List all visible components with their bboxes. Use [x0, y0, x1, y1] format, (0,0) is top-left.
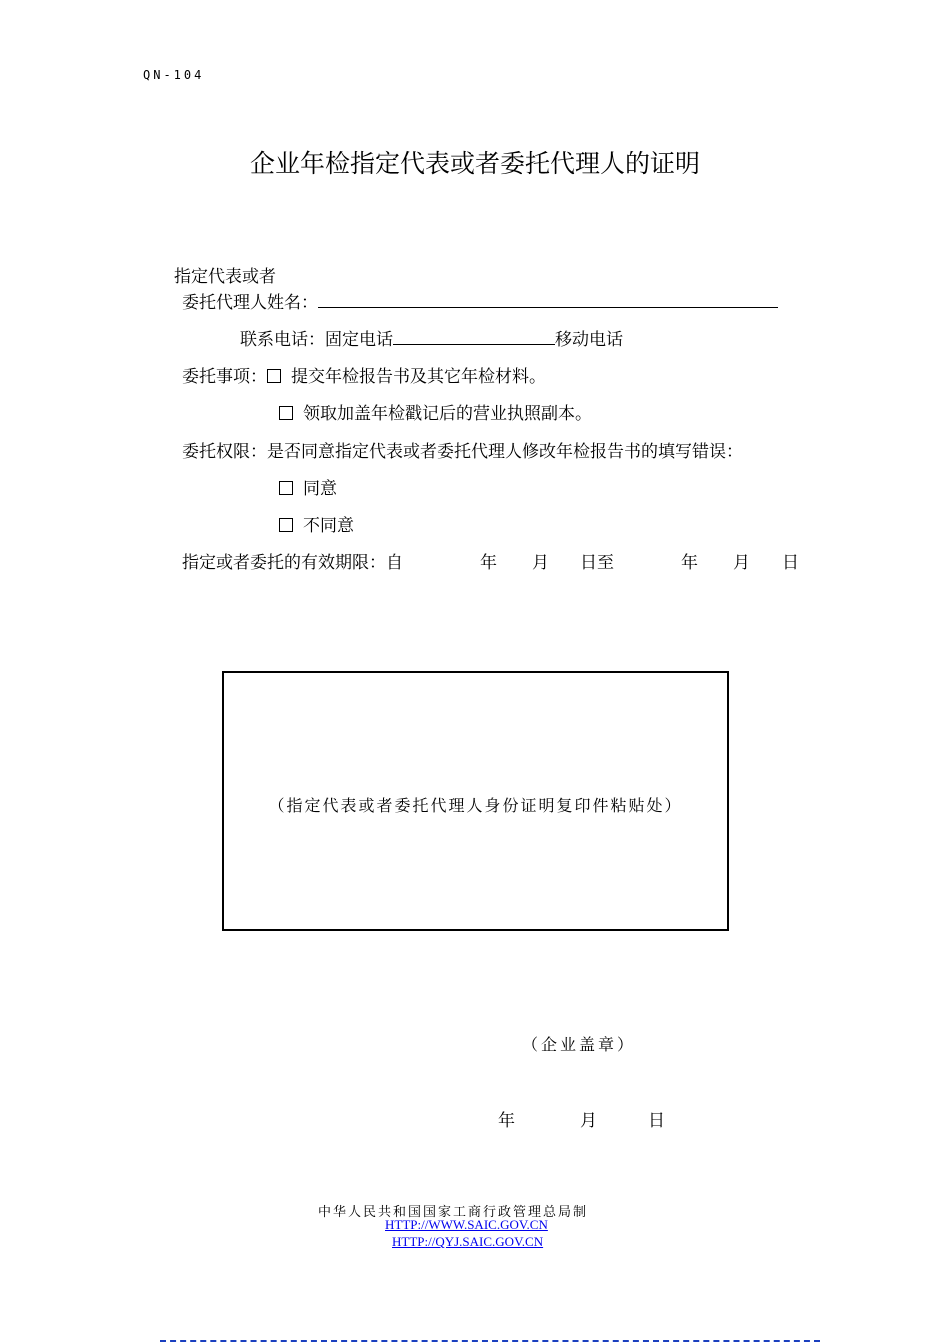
footer-issuer: 中华人民共和国国家工商行政管理总局制 [318, 1205, 589, 1220]
matters-option2-label: 领取加盖年检戳记后的营业执照副本。 [303, 404, 592, 424]
agree-checkbox[interactable] [279, 481, 293, 495]
agree-label: 同意 [303, 479, 337, 499]
sign-date-month: 月 [580, 1111, 597, 1131]
validity-day2: 日 [782, 553, 799, 573]
footer-link-qyj[interactable]: HTTP://QYJ.SAIC.GOV.CN [392, 1234, 544, 1249]
validity-month2: 月 [733, 553, 750, 573]
matters-option1-checkbox[interactable] [267, 369, 281, 383]
validity-label: 指定或者委托的有效期限：自 [182, 553, 403, 573]
landline-field[interactable] [393, 326, 555, 345]
matters-option2-row [279, 399, 592, 424]
representative-label-line2: 委托代理人姓名： [182, 293, 318, 313]
matters-option1-label: 提交年检报告书及其它年检材料。 [291, 367, 546, 387]
disagree-checkbox[interactable] [279, 518, 293, 532]
validity-month: 月 [532, 553, 549, 573]
validity-year2: 年 [681, 553, 698, 573]
matters-row [182, 362, 546, 387]
sign-date-day: 日 [648, 1111, 665, 1131]
validity-day-to: 日至 [580, 553, 614, 573]
id-copy-instruction: （指定代表或者委托代理人身份证明复印件粘贴处） [268, 796, 683, 815]
authority-agree-row [279, 474, 337, 499]
mobile-label: 移动电话 [555, 330, 623, 350]
contact-label: 联系电话：固定电话 [240, 330, 393, 350]
footer-link-saic[interactable]: HTTP://WWW.SAIC.GOV.CN [385, 1217, 548, 1232]
authority-label: 委托权限：是否同意指定代表或者委托代理人修改年检报告书的填写错误： [182, 442, 743, 462]
page-title: 企业年检指定代表或者委托代理人的证明 [249, 149, 700, 178]
authority-disagree-row [279, 511, 354, 536]
matters-label: 委托事项： [182, 367, 267, 387]
page-break-divider [160, 1340, 820, 1342]
company-seal-label: （企业盖章） [522, 1035, 637, 1054]
representative-name-row [182, 288, 778, 313]
sign-date-year: 年 [498, 1111, 515, 1131]
id-copy-paste-box [222, 671, 729, 931]
matters-option2-checkbox[interactable] [279, 406, 293, 420]
form-code: QN-104 [143, 68, 205, 82]
representative-label-line1: 指定代表或者 [174, 267, 276, 287]
contact-row [240, 325, 623, 350]
representative-name-field[interactable] [318, 289, 778, 308]
validity-year: 年 [480, 553, 497, 573]
disagree-label: 不同意 [303, 516, 354, 536]
